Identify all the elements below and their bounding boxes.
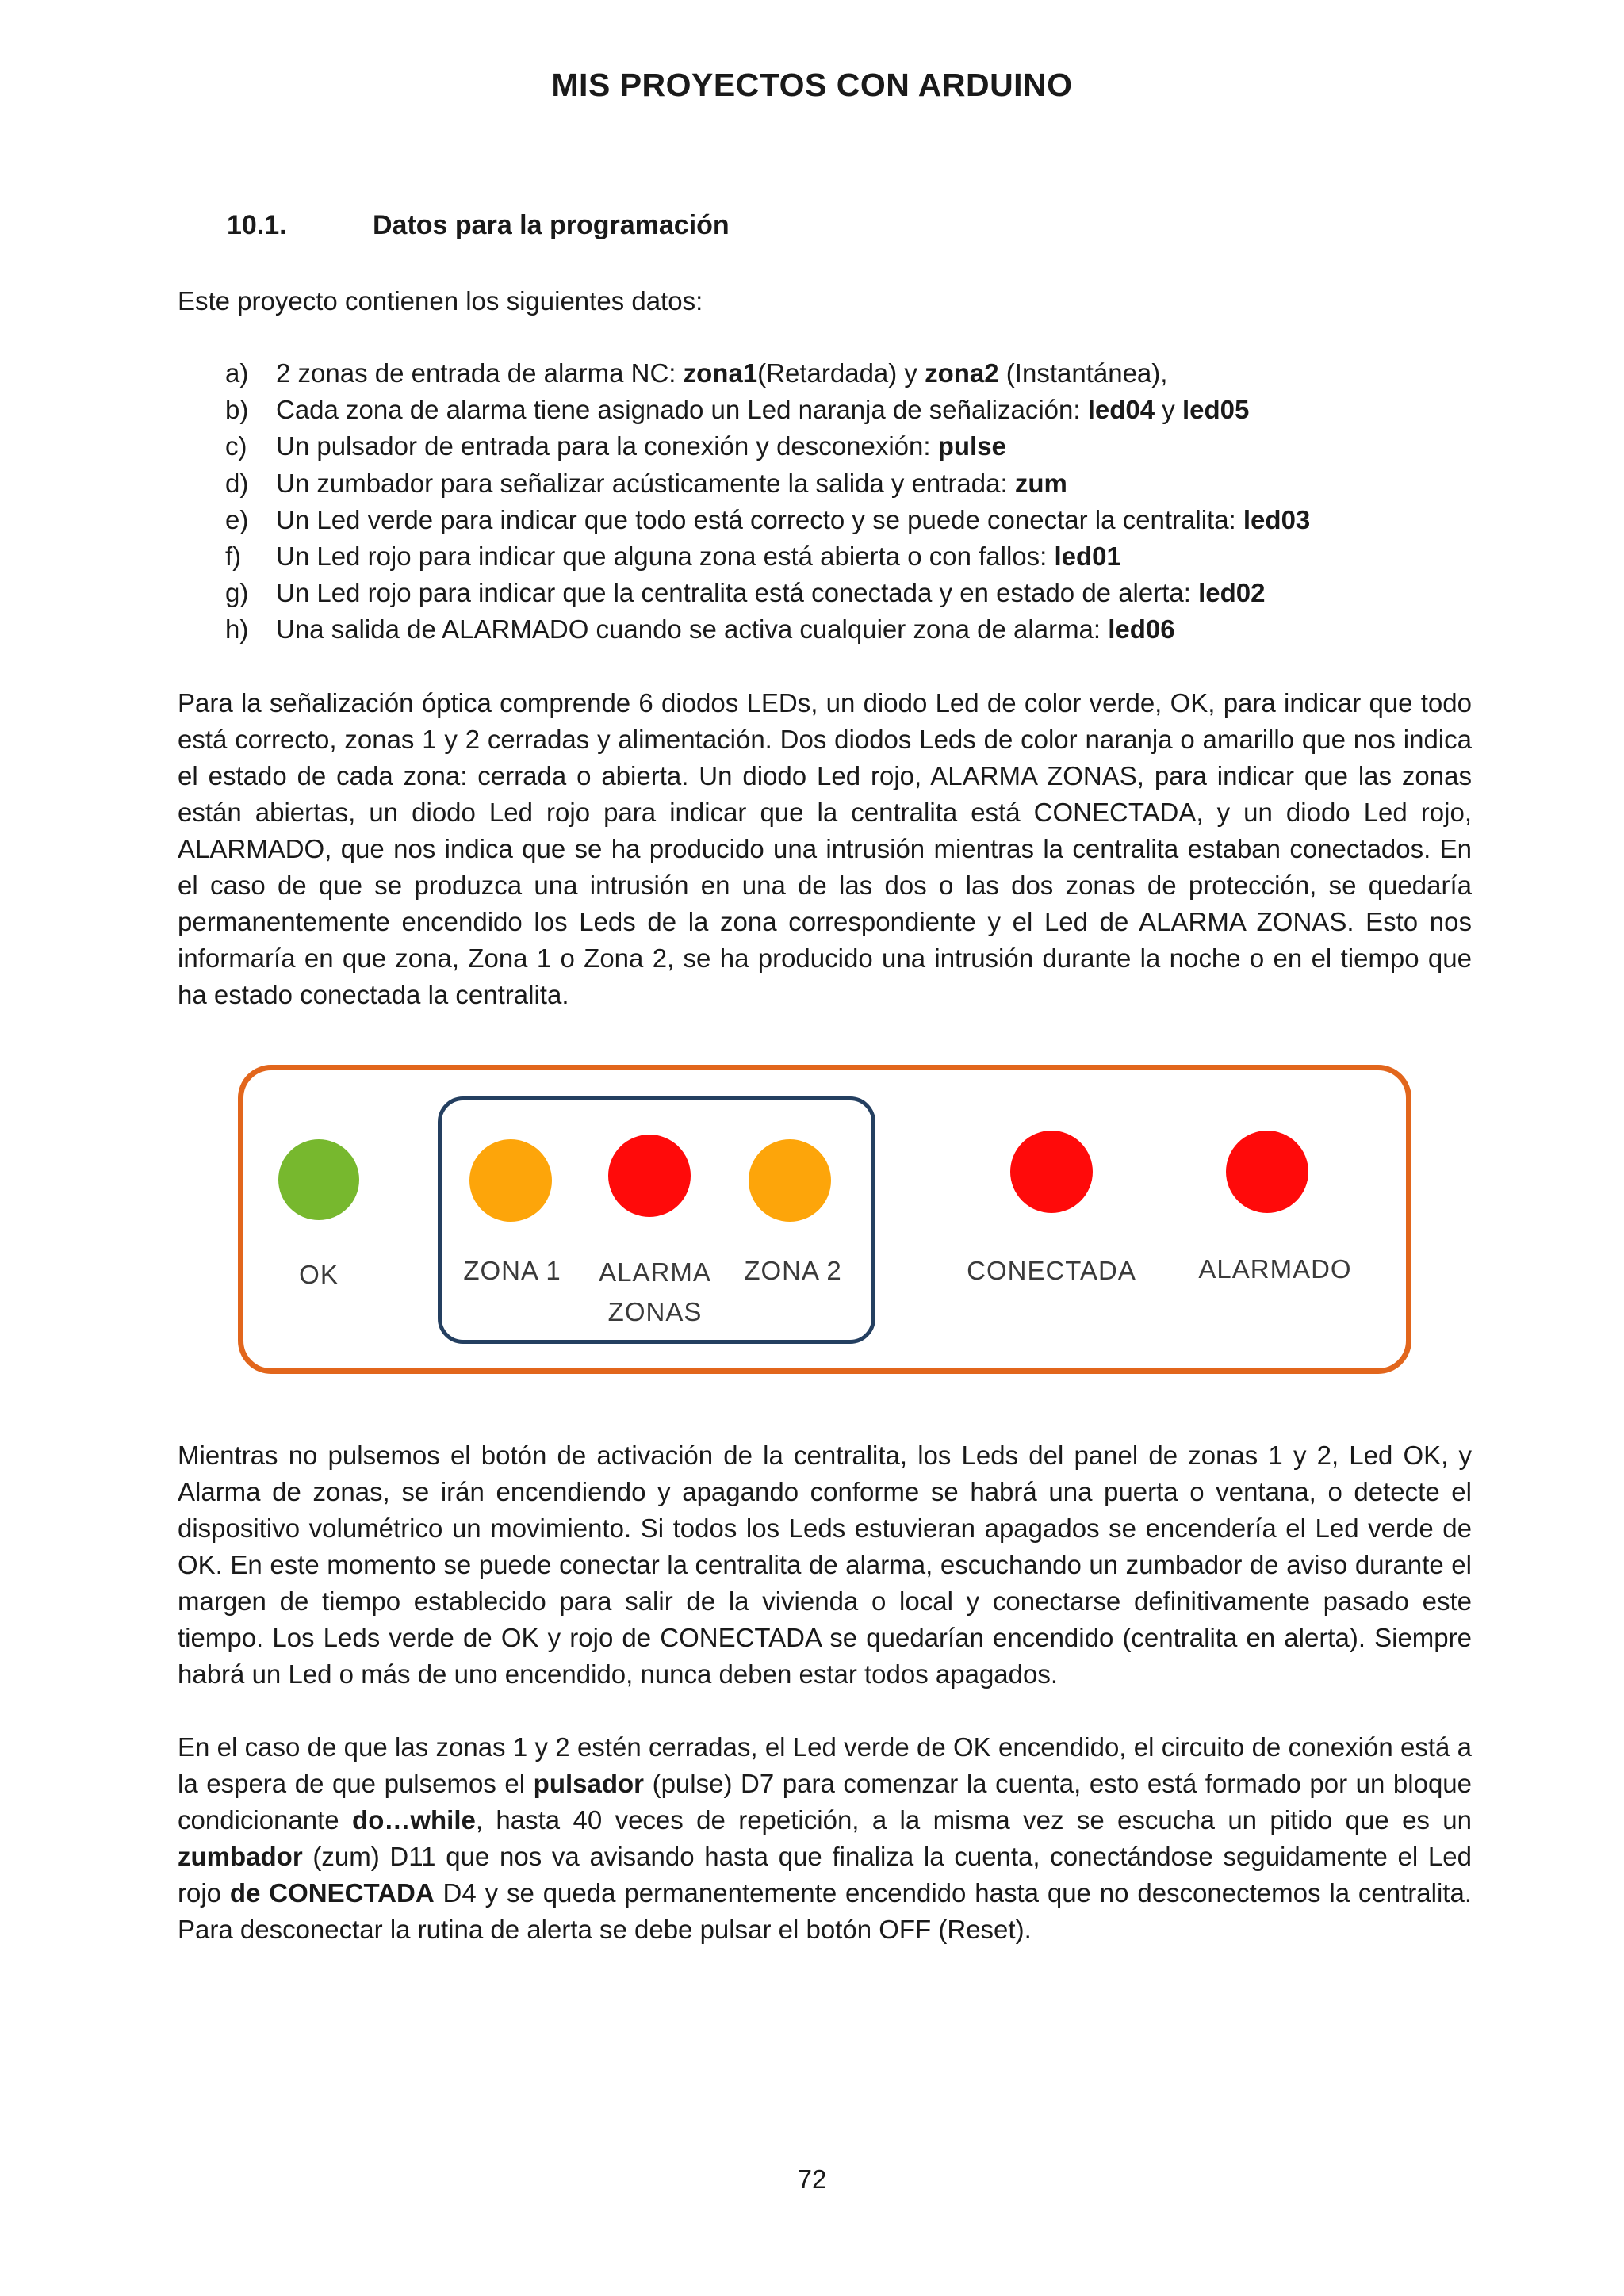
page-number: 72 <box>797 2164 827 2194</box>
page-header: MIS PROYECTOS CON ARDUINO <box>551 67 1073 103</box>
led-alarmado <box>1226 1131 1308 1213</box>
label-zona-1: ZONA 1 <box>463 1256 561 1285</box>
list-text: Una salida de ALARMADO cuando se activa cualquier zona de alarma: led06 <box>276 614 1175 645</box>
list-item <box>225 575 1494 611</box>
list-letter: g) <box>225 578 249 608</box>
list-text: Un Led rojo para indicar que alguna zona está abierta o con fallos: led01 <box>276 541 1121 572</box>
list-item <box>225 502 1494 538</box>
list-text: Un zumbador para señalizar acústicamente la salida y entrada: zum <box>276 468 1067 498</box>
list-text: Cada zona de alarma tiene asignado un Led naranja de señalización: led04 y led05 <box>276 395 1250 425</box>
paragraph-operation: Mientras no pulsemos el botón de activación de la centralita, los Leds del panel de zonas 1 y 2, Led OK, y Alarma de zonas, se irán encendiendo y apagando conforme se habrá una puerta o ventana, o detecte el dispositivo volumétrico un movimiento. Si todos los Leds estuvieran apagados se encendería el Led verde de OK. En este momento se puede conectar la centralita de alarma, escuchando un zumbador de aviso durante el margen de tiempo establecido para salir de la vivienda o local y conectarse definitivamente pasado este tiempo. Los Leds verde de OK y rojo de CONECTADA se quedarían encendido (centralita en alerta). Siempre habrá un Led o más de uno encendido, nunca deben estar todos apagados. <box>178 1441 1472 1689</box>
paragraph-signaling: Para la señalización óptica comprende 6 diodos LEDs, un diodo Led de color verde, OK, para indicar que todo está correcto, zonas 1 y 2 cerradas y alimentación. Dos diodos Leds de color naranja o amarillo que nos indica el estado de cada zona: cerrada o abierta. Un diodo Led rojo, ALARMA ZONAS, para indicar que las zonas están abiertas, un diodo Led rojo para indicar que la centralita está CONECTADA, y un diodo Led rojo, ALARMADO, que nos indica que se ha producido una intrusión mientras la centralita estaban conectados. En el caso de que se produzca una intrusión en una de las dos o las dos zonas de protección, se quedaría permanentemente encendido los Leds de la zona correspondiente y el Led de ALARMA ZONAS. Esto nos informaría en que zona, Zona 1 o Zona 2, se ha producido una intrusión durante la noche o en el tiempo que ha estado conectada la centralita. <box>178 688 1472 1009</box>
list-text: Un Led rojo para indicar que la centralita está conectada y en estado de alerta: led02 <box>276 578 1266 608</box>
list-text: 2 zonas de entrada de alarma NC: zona1(Retardada) y zona2 (Instantánea), <box>276 358 1168 388</box>
list-letter: d) <box>225 468 249 498</box>
list-item <box>225 355 1494 392</box>
list-item <box>225 392 1494 428</box>
list-text: Un pulsador de entrada para la conexión y desconexión: pulse <box>276 431 1006 461</box>
list-item <box>225 611 1494 648</box>
list-letter: h) <box>225 614 249 645</box>
list-item <box>225 538 1494 575</box>
list-letter: c) <box>225 431 247 461</box>
led-zona-2 <box>749 1139 831 1222</box>
paragraph-connection: En el caso de que las zonas 1 y 2 estén cerradas, el Led verde de OK encendido, el circuito de conexión está a la espera de que pulsemos el pulsador (pulse) D7 para comenzar la cuenta, esto está formado por un bloque condicionante do…while, hasta 40 veces de repetición, a la misma vez se escucha un pitido que es un zumbador (zum) D11 que nos va avisando hasta que finaliza la cuenta, conectándose seguidamente el Led rojo de CONECTADA D4 y se queda permanentemente encendido hasta que no desconectemos la centralita. Para desconectar la rutina de alerta se debe pulsar el botón OFF (Reset). <box>178 1732 1473 1944</box>
section-number: 10.1. <box>227 210 287 240</box>
list-text: Un Led verde para indicar que todo está correcto y se puede conectar la centralita: led03 <box>276 504 1311 534</box>
label-alarmado: ALARMADO <box>1198 1254 1352 1284</box>
list-letter: b) <box>225 395 249 425</box>
label-alarma-zonas: ALARMA ZONAS <box>599 1257 711 1326</box>
list-letter: f) <box>225 541 242 572</box>
data-list <box>225 355 1494 649</box>
led-conectada <box>1010 1131 1093 1213</box>
list-item <box>225 428 1494 465</box>
led-ok <box>278 1139 359 1220</box>
list-letter: a) <box>225 358 249 388</box>
label-ok: OK <box>299 1260 339 1289</box>
section-title: Datos para la programación <box>373 210 730 240</box>
label-zona-2: ZONA 2 <box>744 1256 842 1285</box>
led-alarma-zonas <box>608 1135 691 1217</box>
section-heading <box>227 210 730 241</box>
list-item <box>225 465 1494 502</box>
label-conectada: CONECTADA <box>967 1256 1136 1285</box>
intro-paragraph: Este proyecto contienen los siguientes datos: <box>178 286 703 316</box>
led-zona-1 <box>469 1139 552 1222</box>
list-letter: e) <box>225 504 249 534</box>
